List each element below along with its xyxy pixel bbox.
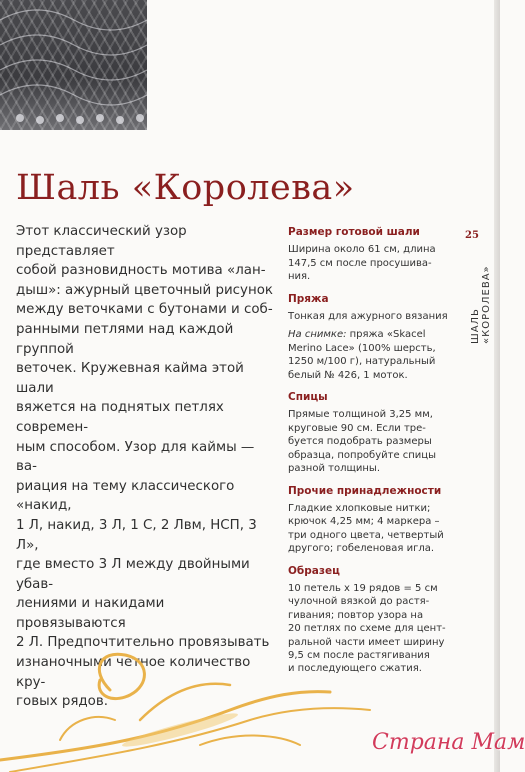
shawl-photo: [0, 0, 147, 130]
body-line: дыш»: ажурный цветочный рисунок: [16, 282, 273, 298]
body-line: где вместо 3 Л между двойными убав-: [16, 557, 250, 592]
photo-label: На снимке:: [288, 329, 347, 341]
body-line: вяжется на поднятых петлях современ-: [16, 400, 224, 435]
section-line: крючок 4,25 мм; 4 маркера –: [288, 516, 440, 528]
section-heading: Спицы: [288, 391, 328, 404]
section-size: [288, 226, 448, 284]
section-line: 1250 м/100 г), натуральный: [288, 356, 436, 368]
section-line: Merino Lace» (100% шерсть,: [288, 342, 436, 354]
body-line: говых рядов.: [16, 694, 109, 710]
site-watermark: Страна Мам: [372, 730, 525, 755]
section-needles: [288, 391, 448, 475]
page-edge: [494, 0, 500, 772]
body-line: Этот классический узор представляет: [16, 224, 187, 259]
section-line: ральной части имеет ширину: [288, 636, 445, 648]
body-line: веточек. Кружевная кайма этой шали: [16, 361, 244, 396]
section-line: пряжа «Skacel: [346, 329, 426, 341]
body-line: 2 Л. Предпочтительно провязывать: [16, 635, 270, 651]
body-line: собой разновидность мотива «лан-: [16, 263, 266, 279]
section-line: 147,5 см после просушива-: [288, 257, 432, 269]
section-heading: Прочие принадлежности: [288, 484, 442, 497]
section-line: буется подобрать размеры: [288, 436, 432, 448]
body-line: лениями и накидами провязываются: [16, 596, 165, 631]
section-line: Ширина около 61 см, длина: [288, 244, 436, 256]
page-title: Шаль «Королева»: [16, 168, 355, 208]
section-line: 9,5 см после растягивания: [288, 649, 430, 661]
body-line: изнаночными четное количество кру-: [16, 655, 251, 690]
section-line: образца, попробуйте спицы: [288, 449, 437, 461]
section-line: 10 петель х 19 рядов = 5 см: [288, 582, 438, 594]
body-line: ранными петлями над каждой группой: [16, 321, 234, 357]
section-line: Тонкая для ажурного вязания: [288, 311, 448, 323]
section-line: разной толщины.: [288, 463, 380, 475]
photo-note-line: [288, 328, 448, 341]
section-yarn: [288, 293, 448, 382]
section-heading: Размер готовой шали: [288, 226, 420, 238]
body-line: ным способом. Узор для каймы — ва-: [16, 439, 255, 475]
section-line: 20 петлях по схеме для цент-: [288, 623, 446, 635]
section-line: Прямые толщиной 3,25 мм,: [288, 409, 433, 421]
section-line: гивания; повтор узора на: [288, 609, 424, 621]
body-line: 1 Л, накид, 3 Л, 1 С, 2 Лвм, НСП, 3 Л»,: [16, 517, 257, 553]
section-line: Гладкие хлопковые нитки;: [288, 502, 431, 514]
page-number: 25: [465, 230, 479, 241]
section-line: другого; гобеленовая игла.: [288, 543, 435, 555]
body-line: риация на тему классического «накид,: [16, 478, 235, 514]
section-line: и последующего сжатия.: [288, 663, 422, 675]
section-notions: [288, 485, 448, 556]
section-line: белый № 426, 1 моток.: [288, 369, 408, 381]
specs-sidebar: [288, 226, 448, 685]
section-line: три одного цвета, четвертый: [288, 529, 444, 541]
decorative-flourish: [0, 650, 420, 772]
section-line: круговые 90 см. Если тре-: [288, 422, 426, 434]
section-heading: Пряжа: [288, 292, 329, 305]
lace-pattern-graphic: [0, 0, 147, 130]
section-line: чулочной вязкой до растя-: [288, 596, 430, 608]
main-body-text: [16, 222, 278, 712]
body-line: между веточками с бутонами и соб-: [16, 302, 273, 318]
running-head: ШАЛЬ «КОРОЛЕВА»: [470, 265, 492, 344]
section-heading: Образец: [288, 564, 340, 577]
section-line: ния.: [288, 271, 311, 283]
